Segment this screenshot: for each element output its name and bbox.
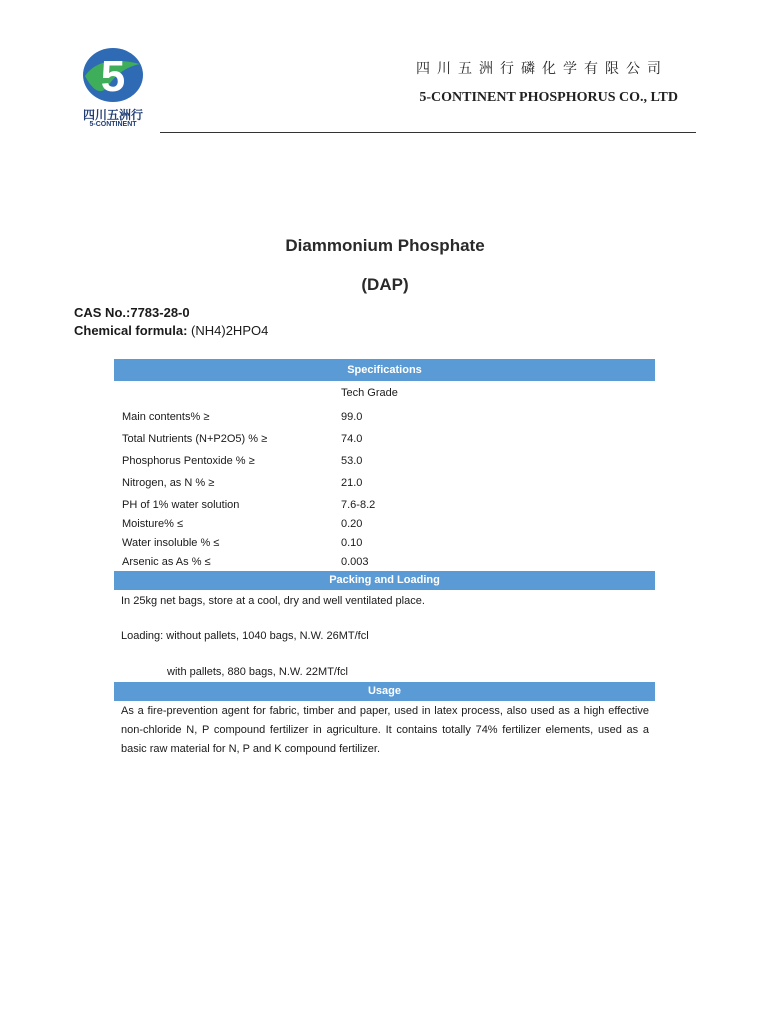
grade-label: Tech Grade	[341, 387, 398, 399]
packing-line: In 25kg net bags, store at a cool, dry and well ventilated place.	[121, 595, 425, 607]
logo-en-name: 5-CONTINENT	[89, 121, 137, 128]
spec-row-value: 53.0	[341, 455, 363, 467]
cas-line	[74, 305, 190, 320]
spec-row-label: Total Nutrients (N+P2O5) % ≥	[122, 433, 268, 445]
spec-row-value: 99.0	[341, 411, 363, 423]
cas-value: 7783-28-0	[130, 305, 190, 320]
formula-value: (NH4)2HPO4	[187, 323, 269, 338]
company-name-cn: 四川五洲行磷化学有限公司	[416, 61, 668, 77]
spec-row-label: PH of 1% water solution	[122, 499, 240, 511]
spec-row-value: 7.6-8.2	[341, 499, 376, 511]
spec-row-label: Phosphorus Pentoxide % ≥	[122, 455, 255, 467]
company-name-en: 5-CONTINENT PHOSPHORUS CO., LTD	[419, 90, 678, 105]
cas-label: CAS No.:	[74, 305, 131, 320]
spec-row-label: Water insoluble % ≤	[122, 537, 220, 549]
specifications-header: Specifications	[114, 359, 655, 381]
product-name: Diammonium Phosphate	[285, 236, 485, 255]
packing-line: with pallets, 880 bags, N.W. 22MT/fcl	[167, 666, 348, 678]
spec-row-label: Moisture% ≤	[122, 518, 184, 530]
packing-header: Packing and Loading	[114, 571, 655, 590]
header-divider	[160, 132, 696, 133]
formula-label: Chemical formula:	[74, 323, 188, 338]
usage-text: As a fire-prevention agent for fabric, timber and paper, used in latex process, also used as a high effective non-chloride N, P compound fertilizer in agriculture. It contains totally 74% fertilizer elements, used as a basic raw material for N, P and K compound fertilizer.	[121, 705, 649, 755]
spec-row-value: 0.20	[341, 518, 363, 530]
logo-cn-name: 四川五洲行	[82, 108, 143, 122]
formula-line	[74, 323, 268, 338]
spec-row-label: Main contents% ≥	[122, 411, 210, 423]
spec-row-value: 0.10	[341, 537, 363, 549]
company-logo	[74, 46, 152, 134]
logo-mark-text: 5	[100, 52, 126, 101]
spec-row-value: 74.0	[341, 433, 363, 445]
spec-row-value: 21.0	[341, 477, 363, 489]
product-abbr: (DAP)	[361, 275, 409, 294]
usage-header: Usage	[114, 682, 655, 701]
packing-line: Loading: without pallets, 1040 bags, N.W. 26MT/fcl	[121, 630, 369, 642]
spec-row-label: Arsenic as As % ≤	[122, 556, 211, 568]
logo-mark-icon	[80, 46, 146, 106]
spec-row-value: 0.003	[341, 556, 369, 568]
spec-row-label: Nitrogen, as N % ≥	[122, 477, 215, 489]
